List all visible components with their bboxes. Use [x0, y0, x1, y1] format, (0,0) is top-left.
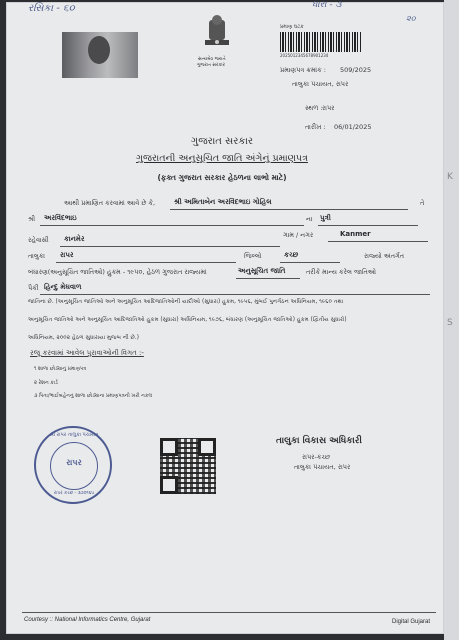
signature-line1: રાપર-કચ્છ	[302, 453, 330, 461]
legal-paragraph-3: અધિનિયમ, ૨૦૦૨ હેઠળ સુધારાયા મુજબ ની છે.)	[28, 335, 139, 341]
relation-value: પુત્રી	[320, 214, 331, 222]
footer-courtesy: Courtesy :: National Informatics Centre, Gujarat	[24, 617, 151, 623]
seal-text-top: શ્રી રાપર તાલુકા પંચાયત	[49, 432, 99, 438]
line1-suffix: તે	[420, 199, 425, 207]
resident-value: કાનમેર	[64, 235, 85, 243]
cert-no-label: પ્રમાણપત્ર ક્રમાંક :	[280, 66, 326, 74]
barcode-number: 2025012345678901234	[280, 53, 329, 58]
adjacent-page-edge: K S	[444, 0, 459, 640]
caste-category: અનુસૂચિત જાતિ	[238, 267, 286, 275]
recognized-text: તરીકે માન્ય કરેલ જાતિઓ	[306, 268, 377, 276]
certificate-subtitle: (ફક્ત ગુજરાત સરકાર હેઠળના લાભો માટે)	[157, 173, 287, 182]
na-label: ના	[306, 215, 313, 223]
legal-paragraph-2: અનુસૂચિત જાતિઓ અને અનુસૂચિત આદિજાતિઓ હુકમ (સુધારા) અધિનિયમ, ૧૯૭૬, બંધારણ (અનુસૂચિત જાતિઓ) હુકમ (દ્વિતીય સુધારો)	[28, 317, 347, 323]
order-text: બંધારણ(અનુસૂચિત જાતિઓ) હુકમ - ૧૯૫૦, હેઠળ ગુજરાત રાજ્યમાં	[28, 268, 207, 276]
signature-stamp: તાલુકા વિકાસ અધિકારી	[276, 436, 363, 446]
date-label: તારીખ :	[305, 123, 326, 131]
proof-item: ૨ રેશન કાર્ડ	[34, 380, 58, 386]
certificate-title: ગુજરાતની અનુસૂચિત જાતિ અંગેનું પ્રમાણપત્ર	[136, 153, 308, 164]
gov-title: ગુજરાત સરકાર	[190, 136, 254, 147]
village-label: ગામ / નગર	[283, 231, 314, 239]
legal-paragraph-1: જાતિના છે. (અનુસૂચિત જાતિઓ અને અનુસૂચિત આદિજાતિઓની યાદીઓ (સુધારા) હુકમ, ૧૯૫૬, મુંબઈ પુનર્ગઠન અધિનિયમ, ૧૯૬૦ તથા	[28, 299, 344, 305]
father-name: અરવિંદભાઇ	[44, 214, 77, 222]
holder-name: શ્રી અમિતાબેન અરવિંદભાઇ ગોહિલ	[174, 198, 272, 206]
district-label: જિલ્લો	[244, 252, 262, 260]
barcode	[280, 32, 362, 52]
proof-item: ૩ પિતા/ભાઈબહેનનું શાળા છોડ્યાના પ્રમાણપત્રની ખરી નકલ	[34, 393, 153, 399]
belongs-label: રાજ્યો અંતર્ગત	[364, 252, 405, 260]
district-value: કચ્છ	[284, 251, 299, 259]
cert-no-value: 509/2025	[340, 66, 372, 74]
handwritten-note: રસિકા - ૬૦	[28, 3, 75, 14]
taluka-value: રાપર	[60, 251, 74, 259]
handwritten-note-right: ધારા - ૩	[312, 0, 342, 10]
emblem-caption-2: ગુજરાત સરકાર	[197, 63, 225, 68]
signature-line2: તાલુકા પંચાયત, રાપર	[294, 463, 351, 471]
proof-item: ૧ શાળા છોડ્યાનું પ્રમાણપત્ર	[34, 366, 87, 372]
place-label: સ્થળ :	[305, 104, 323, 112]
taluka-panchayat-seal	[34, 426, 112, 504]
resident-label: રહેવાસી	[28, 236, 49, 244]
emblem-caption: સત્યમેવ જયતે	[198, 57, 226, 62]
proofs-heading: રજૂ કરવામાં આવેલ પુરાવાઓની વિગત :-	[30, 349, 144, 357]
office-label: તાલુકા પંચાયત, રાપર	[292, 80, 349, 88]
seal-text-bottom: રાપર કચ્છ - ૩૭૦૧૬૫	[53, 491, 95, 496]
date-value: 06/01/2025	[334, 123, 372, 131]
page-number: ૨૦	[406, 14, 416, 23]
shri-label: શ્રી	[28, 215, 36, 223]
barcode-label: પ્રમાણ ઘટક	[280, 24, 304, 30]
seal-center: રાપર	[66, 458, 82, 467]
taluka-label: તાલુકા	[28, 252, 45, 260]
footer-brand: Digital Gujarat	[392, 619, 431, 625]
caste-value: હિન્દુ મેઘવાળ	[44, 283, 82, 291]
caste-label: પૈકી	[28, 284, 39, 292]
applicant-photo	[62, 32, 138, 78]
qr-code	[160, 438, 216, 494]
village-value: Kanmer	[340, 230, 371, 238]
intro-text: આથી પ્રમાણિત કરવામાં આવે છે કે,	[64, 199, 156, 207]
place-value: રાપર	[322, 104, 335, 112]
